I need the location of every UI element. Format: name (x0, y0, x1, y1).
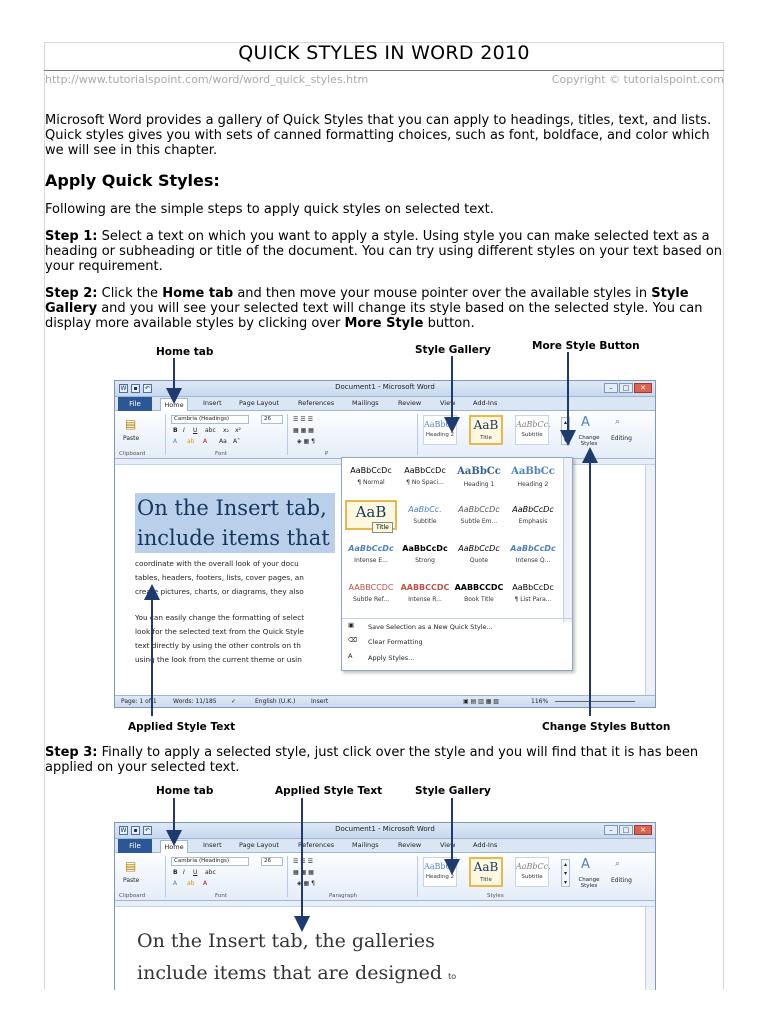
gallery-style-name: Intense R... (408, 596, 442, 603)
highlight-icon[interactable]: ab (187, 880, 195, 887)
gallery-style-sample: AaBbCcDc (512, 583, 554, 592)
intro-paragraph: Microsoft Word provides a gallery of Quick Styles that you can apply to headings, titles, text, and lists. Quick styles gives you with sets of canned formatting choices, such as font, boldface, and color which we will see in this chapter. (45, 113, 712, 158)
tab-references[interactable]: References (298, 841, 335, 849)
doc-line: tables, headers, footers, lists, cover pages, an (135, 573, 304, 582)
step1-paragraph (45, 229, 723, 274)
window-title: Document1 - Microsoft Word (335, 383, 435, 391)
step2-text-2: and then move your mouse pointer over the available styles in (233, 286, 652, 301)
paste-button[interactable]: Paste (123, 435, 140, 442)
annot-applied-style-1: Applied Style Text (128, 721, 236, 733)
tab-insert[interactable]: Insert (203, 841, 222, 849)
gallery-style-sample: AaBbCcDc (348, 544, 394, 553)
ribbon-style-subtitle[interactable] (515, 857, 549, 887)
gallery-style-sample: AaBbCcDc (402, 544, 448, 553)
bold-icon[interactable]: B (173, 869, 178, 876)
annot-style-gallery-2: Style Gallery (415, 785, 491, 797)
font-color-icon[interactable]: A (203, 880, 208, 887)
font-size-box[interactable]: 26 (261, 857, 283, 866)
header-url[interactable]: http://www.tutorialspoint.com/word/word_quick_styles.htm (45, 73, 369, 86)
gallery-style-14[interactable] (453, 578, 505, 608)
undo-icon[interactable]: ↶ (144, 827, 151, 834)
gallery-tooltip: Title (372, 522, 393, 533)
tab-mailings[interactable]: Mailings (352, 399, 379, 407)
gallery-divider (342, 618, 572, 619)
ribbon-tabs (115, 839, 655, 853)
header-copyright: Copyright © tutorialspoint.com (551, 73, 724, 86)
ribbon-separator (165, 414, 166, 455)
style-sample: AaB (473, 418, 499, 432)
style-name: Heading 2 (425, 432, 455, 438)
style-sample: AaB (473, 860, 499, 874)
style-sample: AaBbCc (424, 420, 457, 429)
gallery-style-1[interactable] (399, 461, 451, 491)
gallery-style-sample: AaBbCcDc (404, 466, 446, 475)
style-name: Subtitle (521, 874, 543, 880)
change-styles-icon[interactable]: A (581, 415, 590, 430)
gallery-style-sample: AaBbCcDc (350, 466, 392, 475)
gallery-style-7[interactable] (507, 500, 559, 530)
minimize-icon[interactable]: – (604, 825, 618, 835)
gallery-style-8[interactable] (345, 539, 397, 569)
tab-page-layout[interactable]: Page Layout (239, 399, 279, 407)
step2-text-4: button. (423, 316, 475, 331)
group-styles: Styles (487, 893, 504, 899)
strikethrough-icon[interactable]: abc (205, 869, 216, 876)
find-icon[interactable]: ⌕ (615, 417, 621, 427)
tab-page-layout[interactable]: Page Layout (239, 841, 279, 849)
maximize-icon[interactable]: □ (619, 383, 633, 393)
status-zoom[interactable]: 116% (531, 698, 549, 705)
font-size-box[interactable]: 26 (261, 415, 283, 424)
shading-icon[interactable]: ◈ ▦ ¶ (297, 438, 315, 445)
gallery-style-name: Subtle Em... (460, 518, 498, 525)
document-area[interactable] (115, 907, 645, 990)
close-icon[interactable]: ✕ (634, 825, 652, 835)
header-rule (44, 70, 724, 71)
gallery-style-sample: AaBbCcDc (458, 544, 500, 553)
change-styles-button[interactable]: Change Styles (578, 877, 600, 889)
gallery-style-sample: AaBbCc (457, 466, 501, 477)
doc-line: create pictures, charts, or diagrams, they also (135, 587, 304, 596)
page-title: QUICK STYLES IN WORD 2010 (238, 42, 530, 64)
shading-icon[interactable]: ◈ ▦ ¶ (297, 880, 315, 887)
doc-title-line-2-tail: to (448, 972, 457, 981)
save-style-icon: ▣ (348, 621, 355, 629)
gallery-style-10[interactable] (453, 539, 505, 569)
gallery-style-6[interactable] (453, 500, 505, 530)
step1-label: Step 1: (45, 229, 98, 244)
save-icon[interactable]: ▪ (131, 826, 140, 835)
italic-icon[interactable]: I (183, 869, 185, 876)
find-icon[interactable]: ⌕ (615, 859, 621, 869)
section-heading: Apply Quick Styles: (45, 171, 220, 190)
underline-icon[interactable]: U (193, 427, 198, 434)
menu-save-selection[interactable]: Save Selection as a New Quick Style... (368, 623, 493, 631)
tab-review[interactable]: Review (398, 399, 422, 407)
title-bar (115, 381, 655, 397)
style-name: Subtitle (521, 432, 543, 438)
ribbon-style-heading2[interactable] (423, 415, 457, 445)
gallery-style-sample: AABBCCDC (454, 583, 504, 592)
doc-title-line-2 (137, 957, 456, 990)
status-bar (115, 695, 655, 707)
gallery-scrollbar[interactable] (563, 458, 572, 622)
gallery-style-2[interactable] (453, 461, 505, 491)
doc-heading-line-1: On the Insert tab, (137, 496, 327, 520)
tab-home[interactable]: Home (160, 398, 188, 412)
tab-mailings[interactable]: Mailings (352, 841, 379, 849)
undo-icon[interactable]: ↶ (144, 385, 151, 392)
gallery-style-15[interactable] (507, 578, 559, 608)
gallery-style-sample: AaB (355, 503, 387, 521)
gallery-style-9[interactable] (399, 539, 451, 569)
ribbon-style-subtitle[interactable] (515, 415, 549, 445)
ribbon (115, 411, 655, 459)
gallery-style-name: Heading 2 (517, 481, 549, 488)
gallery-style-sample: AaBbCcDc (510, 544, 556, 553)
status-mode[interactable]: Insert (311, 698, 329, 705)
word-logo-icon: W (120, 827, 127, 834)
ribbon-style-title[interactable] (469, 857, 503, 887)
align-icon[interactable]: ▦ ▦ ▦ (293, 869, 314, 876)
step1-text: Select a text on which you want to apply a style. Using style you can make selected text as a heading or subheading or title of the document. You can try using different styles on your text based on your requirement. (45, 229, 723, 274)
word-logo-icon: W (120, 385, 127, 392)
style-sample: AaBbCc (424, 862, 457, 871)
annot-more-style-button: More Style Button (532, 340, 640, 352)
ribbon-separator (165, 856, 166, 897)
gallery-style-13[interactable] (399, 578, 451, 608)
tab-view[interactable]: View (440, 841, 456, 849)
ribbon-separator (417, 856, 418, 897)
tab-file[interactable]: File (118, 397, 152, 411)
gallery-style-name: ¶ No Spaci... (406, 479, 444, 486)
change-case-icon[interactable]: Aa (219, 438, 227, 445)
lead-paragraph: Following are the simple steps to apply quick styles on selected text. (45, 202, 494, 217)
view-buttons-icon[interactable]: ▣ ▤ ▥ ▦ ▧ (463, 698, 499, 705)
step2-text-3: and you will see your selected text will change its style based on the selected style. You can display more available styles by clicking over (45, 301, 703, 331)
title-bar (115, 823, 655, 839)
ribbon-separator (417, 414, 418, 455)
editing-button[interactable]: Editing (611, 877, 632, 884)
clear-formatting-icon: ⌫ (348, 636, 358, 644)
maximize-icon[interactable]: □ (619, 825, 633, 835)
grow-font-icon[interactable]: A˄ (233, 438, 241, 445)
gallery-style-sample: AaBbCcDc (512, 505, 554, 514)
font-name-box[interactable]: Cambria (Headings) (171, 415, 249, 424)
strikethrough-icon[interactable]: abc (205, 427, 216, 434)
word-window-1 (114, 380, 656, 708)
annot-applied-style-2: Applied Style Text (275, 785, 383, 797)
tab-add-ins[interactable]: Add-Ins (473, 841, 498, 849)
doc-line: text directly by using the other controls on th (135, 641, 301, 650)
bullets-icon[interactable]: ☰ ☰ ☰ (293, 858, 313, 865)
tab-add-ins[interactable]: Add-Ins (473, 399, 498, 407)
group-paragraph: P (325, 451, 329, 457)
gallery-style-name: ¶ Normal (357, 479, 385, 486)
proofing-icon[interactable]: ✓ (231, 698, 237, 705)
paste-icon[interactable]: ▤ (125, 417, 137, 431)
ribbon (115, 853, 655, 901)
group-clipboard: Clipboard (119, 451, 146, 457)
save-icon[interactable]: ▪ (131, 384, 140, 393)
tab-insert[interactable]: Insert (203, 399, 222, 407)
vertical-scrollbar[interactable] (645, 907, 655, 990)
gallery-style-name: Quote (469, 557, 489, 564)
group-paragraph: Paragraph (329, 893, 358, 899)
text-effects-icon[interactable]: A (173, 438, 178, 445)
change-styles-icon[interactable]: A (581, 857, 590, 872)
more-styles-button[interactable]: ▴ ▾ ▾ (561, 859, 570, 887)
italic-icon[interactable]: I (183, 427, 185, 434)
ribbon-separator (287, 414, 288, 455)
doc-title-line-2-text: include items that are designed (137, 962, 443, 984)
doc-heading-line-2: include items that (137, 526, 330, 550)
tab-references[interactable]: References (298, 399, 335, 407)
gallery-style-sample: AABBCCDC (348, 583, 394, 592)
gallery-style-sample: AaBbCc (511, 466, 555, 477)
close-icon[interactable]: ✕ (634, 383, 652, 393)
annot-change-styles-button: Change Styles Button (542, 721, 671, 733)
step2-bold-more-style: More Style (344, 316, 424, 331)
gallery-style-name: Subtitle (413, 518, 437, 525)
doc-line: using the look from the current theme or usin (135, 655, 302, 664)
gallery-style-name: Strong (415, 557, 435, 564)
word-window-2 (114, 822, 656, 990)
ribbon-style-heading2[interactable] (423, 857, 457, 887)
style-name: Heading 2 (425, 874, 455, 880)
tab-file[interactable]: File (118, 839, 152, 853)
step3-paragraph (45, 745, 723, 775)
gallery-style-sample: AABBCCDC (400, 583, 450, 592)
gallery-style-name: Emphasis (518, 518, 548, 525)
doc-line: look for the selected text from the Quick Style (135, 627, 304, 636)
step3-text: Finally to apply a selected style, just click over the style and you will find that it is has been applied on your selected text. (45, 745, 699, 775)
minimize-icon[interactable]: – (604, 383, 618, 393)
font-name-box[interactable]: Cambria (Headings) (171, 857, 249, 866)
step2-paragraph (45, 286, 723, 331)
tab-view[interactable]: View (440, 399, 456, 407)
style-sample: AaBbCc. (516, 420, 551, 429)
paste-button[interactable]: Paste (123, 877, 140, 884)
gallery-style-name: Intense Q... (515, 557, 551, 564)
step2-bold-style-gallery: Style Gallery (45, 286, 689, 316)
group-font: Font (215, 451, 227, 457)
gallery-style-name: Intense E... (354, 557, 388, 564)
group-font: Font (215, 893, 227, 899)
gallery-style-sample: AaBbCcDc (458, 505, 500, 514)
status-page[interactable]: Page: 1 of 1 (121, 698, 157, 705)
menu-clear-formatting[interactable]: Clear Formatting (368, 638, 423, 646)
window-controls (604, 825, 652, 835)
paste-icon[interactable]: ▤ (125, 859, 137, 873)
highlight-icon[interactable]: ab (187, 438, 195, 445)
zoom-slider[interactable] (555, 701, 635, 702)
gallery-style-0[interactable] (345, 461, 397, 491)
group-clipboard: Clipboard (119, 893, 146, 899)
text-effects-icon[interactable]: A (173, 880, 178, 887)
gallery-style-name: Heading 1 (463, 481, 495, 488)
menu-apply-styles[interactable]: Apply Styles... (368, 654, 415, 662)
status-words[interactable]: Words: 11/185 (173, 698, 217, 705)
subscript-icon[interactable]: x₂ (223, 427, 229, 434)
underline-icon[interactable]: U (193, 869, 198, 876)
step3-label: Step 3: (45, 745, 98, 760)
style-sample: AaBbCc. (516, 862, 551, 871)
status-language[interactable]: English (U.K.) (255, 698, 296, 705)
bullets-icon[interactable]: ☰ ☰ ☰ (293, 416, 313, 423)
align-icon[interactable]: ▦ ▦ ▦ (293, 427, 314, 434)
tab-home[interactable]: Home (160, 840, 188, 854)
editing-button[interactable]: Editing (611, 435, 632, 442)
vertical-scrollbar[interactable] (645, 465, 655, 695)
ribbon-tabs (115, 397, 655, 411)
gallery-style-name: Book Title (464, 596, 494, 603)
style-name: Title (480, 435, 492, 441)
step2-label: Step 2: (45, 286, 98, 301)
gallery-style-12[interactable] (345, 578, 397, 608)
gallery-style-sample: AaBbCc. (408, 505, 442, 514)
step2-text-1: Click the (97, 286, 163, 301)
tab-review[interactable]: Review (398, 841, 422, 849)
doc-title-line-1: On the Insert tab, the galleries (137, 930, 435, 952)
annot-home-tab-2: Home tab (156, 785, 214, 797)
gallery-style-5[interactable] (399, 500, 451, 530)
apply-styles-icon: A (348, 652, 353, 660)
gallery-style-name: ¶ List Para... (514, 596, 552, 603)
gallery-style-3[interactable] (507, 461, 559, 491)
style-gallery-dropdown (341, 457, 573, 671)
ribbon-separator (287, 856, 288, 897)
step2-bold-home-tab: Home tab (162, 286, 234, 301)
annot-style-gallery-1: Style Gallery (415, 344, 491, 356)
change-styles-button[interactable]: Change Styles (578, 435, 600, 447)
style-name: Title (480, 877, 492, 883)
doc-line: coordinate with the overall look of your docu (135, 559, 299, 568)
font-color-icon[interactable]: A (203, 438, 208, 445)
gallery-style-name: Subtle Ref... (352, 596, 390, 603)
window-controls (604, 383, 652, 393)
gallery-style-11[interactable] (507, 539, 559, 569)
more-styles-button[interactable]: ▴ ▾ ▾ (561, 417, 570, 445)
superscript-icon[interactable]: x² (235, 427, 241, 434)
doc-line: You can easily change the formatting of select (135, 613, 305, 622)
annot-home-tab-1: Home tab (156, 346, 214, 358)
bold-icon[interactable]: B (173, 427, 178, 434)
window-title: Document1 - Microsoft Word (335, 825, 435, 833)
ribbon-style-title[interactable] (469, 415, 503, 445)
